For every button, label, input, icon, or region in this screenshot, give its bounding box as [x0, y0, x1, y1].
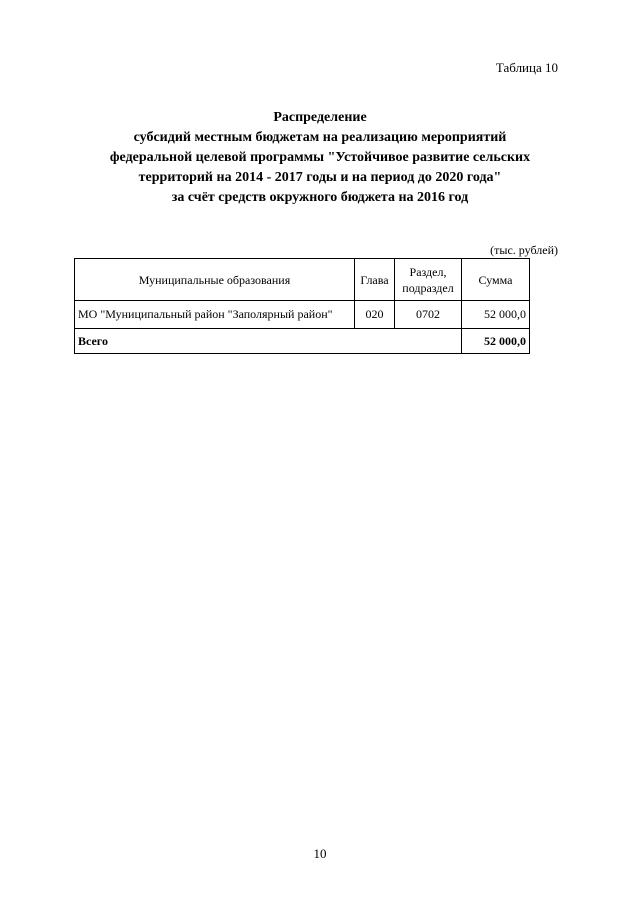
cell-amount: 52 000,0: [462, 301, 530, 329]
header-section-line1: Раздел,: [409, 264, 447, 279]
header-municipality: Муниципальные образования: [75, 259, 355, 301]
table-number-label: Таблица 10: [495, 60, 558, 75]
cell-section: 0702: [395, 301, 462, 329]
header-chapter: Глава: [355, 259, 395, 301]
title-line: Распределение: [273, 110, 367, 125]
units-note: (тыс. рублей): [490, 243, 558, 257]
cell-municipality: МО "Муниципальный район "Заполярный район": [75, 301, 355, 329]
header-amount: Сумма: [462, 259, 530, 301]
table-header-row: [75, 259, 530, 301]
document-title: [75, 108, 565, 208]
table-row: [75, 301, 530, 329]
title-line: за счёт средств окружного бюджета на 2016 год: [171, 190, 469, 205]
page-number: 10: [313, 846, 327, 861]
total-amount: 52 000,0: [462, 329, 530, 354]
header-section-line2: подраздел: [402, 280, 454, 295]
total-label: Всего: [75, 329, 462, 354]
title-line: федеральной целевой программы "Устойчивое развитие сельских: [109, 150, 531, 165]
header-section: [395, 259, 462, 301]
cell-chapter: 020: [355, 301, 395, 329]
title-line: территорий на 2014 - 2017 годы и на период до 2020 года": [138, 170, 502, 185]
subsidy-table: [74, 258, 530, 354]
table-total-row: [75, 329, 530, 354]
title-line: субсидий местным бюджетам на реализацию мероприятий: [133, 130, 507, 145]
